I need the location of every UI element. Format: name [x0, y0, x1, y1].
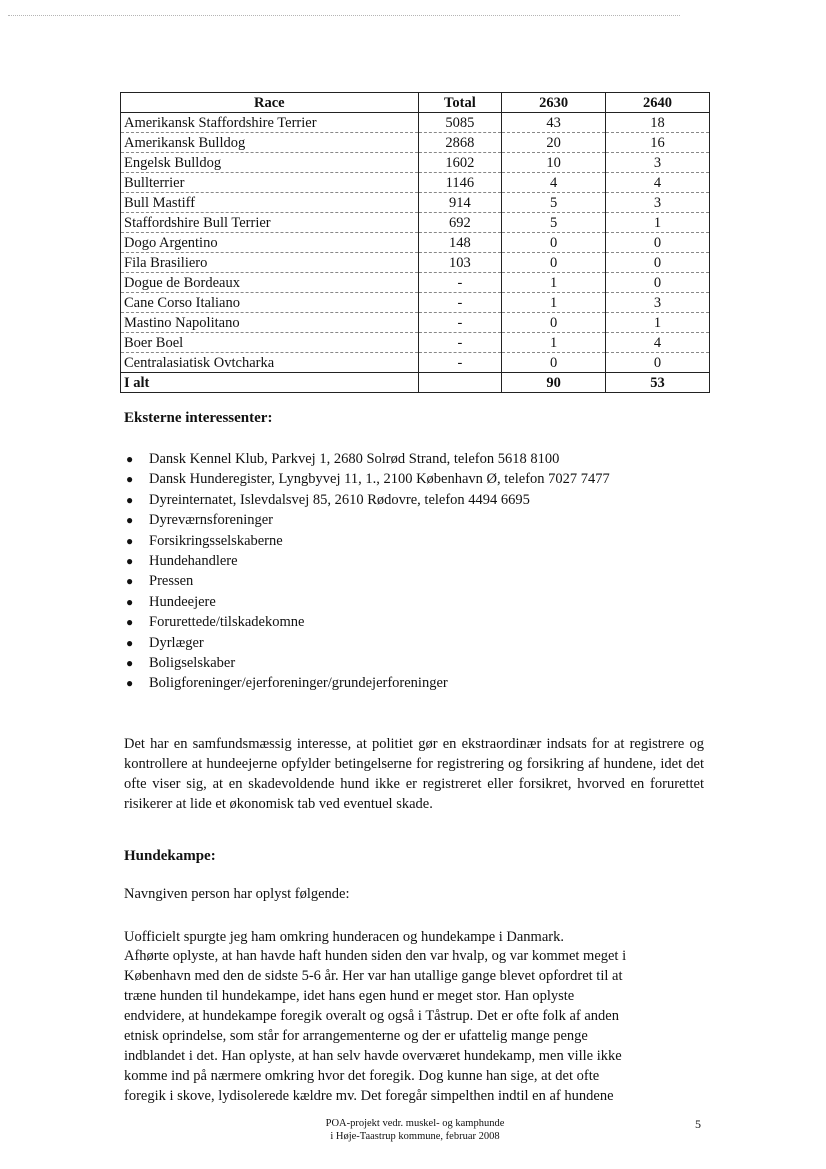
cell-total: -	[418, 313, 502, 333]
table-row	[121, 353, 710, 373]
top-dotted-rule	[8, 15, 680, 16]
stakeholders-heading: Eksterne interessenter:	[124, 410, 273, 426]
cell-total: 5085	[418, 113, 502, 133]
text-line: komme ind på nærmere omkring hvor det foregik. Dog kunne han sige, at det ofte	[124, 1068, 600, 1084]
cell-race: Boer Boel	[121, 333, 419, 353]
cell-count-2630: 5	[502, 213, 606, 233]
cell-count-2640: 4	[606, 333, 710, 353]
list-item-text: Pressen	[149, 573, 194, 590]
cell-race: Dogue de Bordeaux	[121, 273, 419, 293]
stakeholder-list	[124, 449, 610, 694]
table-row	[121, 233, 710, 253]
cell-count-2630: 10	[502, 153, 606, 173]
list-item	[124, 531, 610, 551]
cell-count-2640: 3	[606, 293, 710, 313]
cell-race: Cane Corso Italiano	[121, 293, 419, 313]
list-item-text: Dyrlæger	[149, 634, 204, 651]
table-row	[121, 113, 710, 133]
cell-race: Amerikansk Bulldog	[121, 133, 419, 153]
list-item-text: Dyreinternatet, Islevdalsvej 85, 2610 Rødovre, telefon 4494 6695	[149, 491, 530, 508]
bullet-icon: ●	[126, 533, 134, 548]
cell-total: 914	[418, 193, 502, 213]
header-total: Total	[418, 93, 502, 113]
list-item-text: Hundehandlere	[149, 552, 238, 569]
bullet-icon: ●	[126, 492, 134, 507]
cell-count-2630: 4	[502, 173, 606, 193]
table-body	[121, 113, 710, 393]
cell-count-2640: 1	[606, 213, 710, 233]
table-row	[121, 153, 710, 173]
cell-total: -	[418, 333, 502, 353]
cell-count-2640: 0	[606, 233, 710, 253]
cell-total: -	[418, 353, 502, 373]
table-row	[121, 293, 710, 313]
table-header-row	[121, 93, 710, 113]
list-item	[124, 653, 610, 673]
text-line: endvidere, at hundekampe foregik overalt og også i Tåstrup. Det er ofte folk af anden	[124, 1008, 619, 1024]
footer-line-2: i Høje-Taastrup kommune, februar 2008	[330, 1131, 500, 1142]
total-cell-count-2640: 53	[606, 373, 710, 393]
list-item	[124, 633, 610, 653]
bullet-icon: ●	[126, 655, 134, 670]
total-cell-race: I alt	[121, 373, 419, 393]
bullet-icon: ●	[126, 452, 134, 466]
list-item-text: Boligselskaber	[149, 654, 236, 671]
bullet-icon: ●	[126, 635, 134, 650]
bullet-icon: ●	[126, 676, 134, 691]
cell-count-2640: 0	[606, 253, 710, 273]
table-total-row	[121, 373, 710, 393]
bullet-icon: ●	[126, 574, 134, 589]
list-item	[124, 673, 610, 693]
cell-race: Centralasiatisk Ovtcharka	[121, 353, 419, 373]
table-row	[121, 193, 710, 213]
table-row	[121, 273, 710, 293]
cell-count-2630: 1	[502, 333, 606, 353]
fights-body	[124, 946, 704, 1106]
interest-paragraph: Det har en samfundsmæssig interesse, at politiet gør en ekstraordinær indsats for at registrere og kontrollere at hundeejerne opfylder betingelserne for registrering og forsikring af hundene, idet det ofte viser sig, at en skadevoldende hund ikke er registreret eller forsikret, hvorved en forurettet risikerer at lide et økonomisk tab ved eventuel skade.	[124, 736, 704, 812]
dog-breed-table	[120, 92, 710, 393]
cell-count-2630: 1	[502, 273, 606, 293]
list-item	[124, 449, 610, 469]
list-item-text: Hundeejere	[149, 593, 216, 610]
page-number: 5	[695, 1117, 701, 1131]
cell-race: Bull Mastiff	[121, 193, 419, 213]
cell-race: Engelsk Bulldog	[121, 153, 419, 173]
text-line: etnisk oprindelse, som står for arrangementerne og der er ufattelig mange penge	[124, 1028, 588, 1044]
footer-line-1: POA-projekt vedr. muskel- og kamphunde	[325, 1118, 505, 1129]
cell-total: -	[418, 293, 502, 313]
list-item	[124, 469, 610, 489]
page-footer	[250, 1117, 580, 1143]
cell-count-2640: 3	[606, 153, 710, 173]
bullet-icon: ●	[126, 615, 134, 630]
text-line: foregik i skove, lydisolerede kældre mv. Det foregår simpelthen indtil en af hundene	[124, 1088, 614, 1104]
cell-total: 103	[418, 253, 502, 273]
header-race: Race	[121, 93, 419, 113]
header-2630: 2630	[502, 93, 606, 113]
text-line: træne hunden til hundekampe, idet hans egen hund er meget stor. Han oplyste	[124, 988, 575, 1004]
list-item	[124, 571, 610, 591]
bullet-icon: ●	[126, 513, 134, 528]
text-line: Afhørte oplyste, at han havde haft hunden siden den var hvalp, og var kommet meget i	[124, 948, 627, 964]
list-item	[124, 510, 610, 530]
table-row	[121, 313, 710, 333]
fights-intro: Navngiven person har oplyst følgende:	[124, 886, 350, 902]
list-item	[124, 612, 610, 632]
list-item-text: Boligforeninger/ejerforeninger/grundejerforeninger	[149, 675, 448, 692]
header-2640: 2640	[606, 93, 710, 113]
cell-count-2630: 0	[502, 253, 606, 273]
list-item	[124, 551, 610, 571]
cell-race: Fila Brasiliero	[121, 253, 419, 273]
cell-race: Mastino Napolitano	[121, 313, 419, 333]
cell-count-2640: 4	[606, 173, 710, 193]
table-row	[121, 133, 710, 153]
cell-count-2640: 0	[606, 273, 710, 293]
cell-count-2630: 0	[502, 233, 606, 253]
cell-total: 148	[418, 233, 502, 253]
cell-count-2640: 3	[606, 193, 710, 213]
cell-race: Dogo Argentino	[121, 233, 419, 253]
cell-count-2630: 5	[502, 193, 606, 213]
table-row	[121, 213, 710, 233]
list-item-text: Dansk Hunderegister, Lyngbyvej 11, 1., 2100 København Ø, telefon 7027 7477	[149, 471, 610, 488]
bullet-icon: ●	[126, 594, 134, 609]
list-item-text: Forurettede/tilskadekomne	[149, 614, 305, 631]
cell-count-2640: 16	[606, 133, 710, 153]
cell-race: Staffordshire Bull Terrier	[121, 213, 419, 233]
list-item-text: Dansk Kennel Klub, Parkvej 1, 2680 Solrød Strand, telefon 5618 8100	[149, 451, 560, 467]
fights-question: Uofficielt spurgte jeg ham omkring hunderacen og hundekampe i Danmark.	[124, 929, 564, 945]
cell-count-2630: 0	[502, 313, 606, 333]
cell-count-2640: 0	[606, 353, 710, 373]
cell-count-2630: 1	[502, 293, 606, 313]
text-line: København med den de sidste 5-6 år. Her var han utallige gange blevet opfordret til at	[124, 968, 623, 984]
total-cell-count-2630: 90	[502, 373, 606, 393]
total-cell-total	[418, 373, 502, 393]
table-row	[121, 333, 710, 353]
cell-total: 692	[418, 213, 502, 233]
cell-count-2630: 20	[502, 133, 606, 153]
cell-total: -	[418, 273, 502, 293]
bullet-icon: ●	[126, 553, 134, 568]
list-item	[124, 490, 610, 510]
table-row	[121, 253, 710, 273]
cell-count-2640: 1	[606, 313, 710, 333]
cell-race: Amerikansk Staffordshire Terrier	[121, 113, 419, 133]
cell-race: Bullterrier	[121, 173, 419, 193]
table-row	[121, 173, 710, 193]
bullet-icon: ●	[126, 472, 134, 487]
cell-total: 1602	[418, 153, 502, 173]
list-item-text: Forsikringsselskaberne	[149, 532, 283, 549]
text-line: indblandet i det. Han oplyste, at han selv havde overværet hundekamp, men ville ikke	[124, 1048, 622, 1064]
cell-total: 2868	[418, 133, 502, 153]
list-item-text: Dyreværnsforeninger	[149, 512, 274, 529]
list-item	[124, 592, 610, 612]
cell-count-2630: 0	[502, 353, 606, 373]
fights-heading: Hundekampe:	[124, 848, 216, 864]
cell-total: 1146	[418, 173, 502, 193]
cell-count-2640: 18	[606, 113, 710, 133]
cell-count-2630: 43	[502, 113, 606, 133]
